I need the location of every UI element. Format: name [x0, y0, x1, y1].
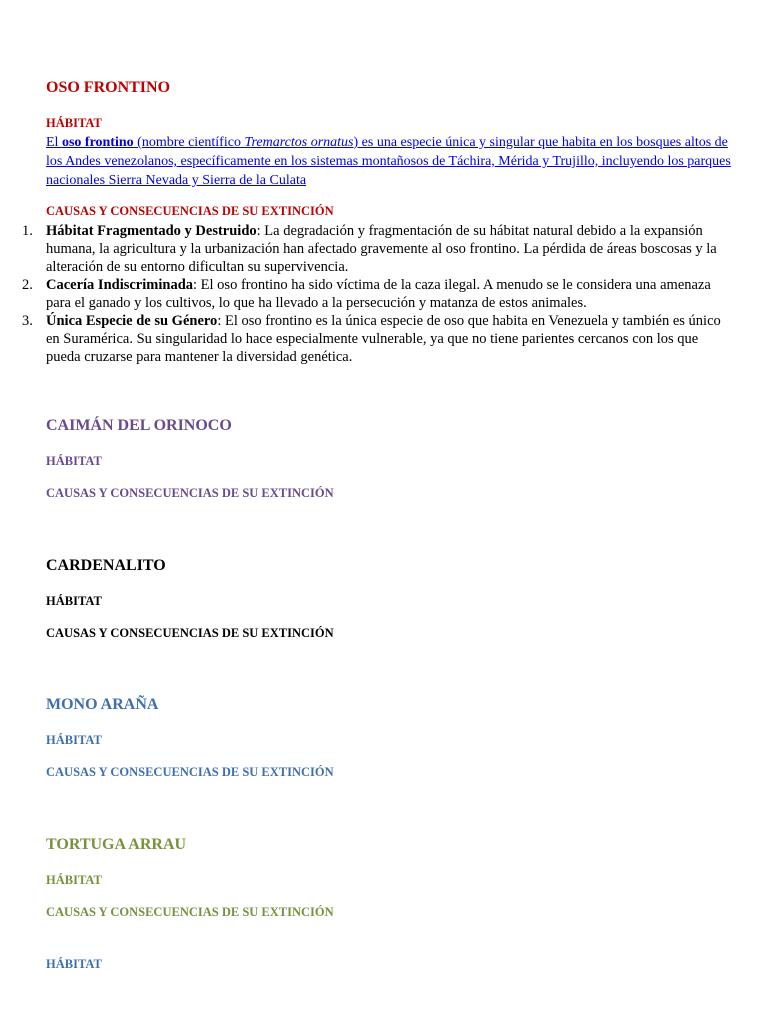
causes-heading-oso: CAUSAS Y CONSECUENCIAS DE SU EXTINCIÓN [46, 204, 334, 218]
habitat-heading-tortuga: HÁBITAT [46, 873, 102, 887]
section-title-mono-arana: MONO ARAÑA [46, 696, 159, 713]
section-title-caiman: CAIMÁN DEL ORINOCO [46, 417, 232, 434]
causes-list [22, 222, 726, 366]
list-item-term: Única Especie de su Género [46, 313, 218, 329]
list-item-number: 2. [22, 277, 33, 293]
oso-intro-link[interactable] [46, 135, 731, 188]
intro-description: ) es una especie única y singular que habita en los bosques altos de los Andes venezolanos, específicamente en los sistemas montañosos de Táchira, Mérida y Trujillo, incluyendo los parques nacionales Sierra Nevada y Sierra de la Culata [46, 135, 731, 188]
list-item-text: : El oso frontino es la única especie de oso que habita en Venezuela y también es único en Suramérica. Su singularidad lo hace especialmente vulnerable, ya que no tiene parientes cercanos con los que pueda cruzarse para mantener la diversidad genética. [46, 313, 721, 365]
list-item-text: : La degradación y fragmentación de su hábitat natural debido a la expansión humana, la agricultura y la urbanización han afectado gravemente al oso frontino. La pérdida de áreas boscosas y la alteración de su entorno dificultan su supervivencia. [46, 223, 717, 275]
list-item-term: Hábitat Fragmentado y Destruido [46, 223, 257, 239]
habitat-heading-oso: HÁBITAT [46, 116, 102, 130]
habitat-heading-extra: HÁBITAT [46, 957, 102, 971]
habitat-heading-caiman: HÁBITAT [46, 454, 102, 468]
intro-scientific-name: Tremarctos ornatus [244, 135, 354, 150]
list-item-text: : El oso frontino ha sido víctima de la caza ilegal. A menudo se le considera una amenaza para el ganado y los cultivos, lo que ha llevado a la persecución y matanza de estos animales. [46, 277, 711, 311]
intro-species-name: oso frontino [61, 135, 134, 150]
causes-heading-caiman: CAUSAS Y CONSECUENCIAS DE SU EXTINCIÓN [46, 486, 334, 500]
causes-heading-cardenalito: CAUSAS Y CONSECUENCIAS DE SU EXTINCIÓN [46, 626, 334, 640]
list-item-number: 1. [22, 223, 33, 239]
list-item-number: 3. [22, 313, 33, 329]
causes-heading-tortuga: CAUSAS Y CONSECUENCIAS DE SU EXTINCIÓN [46, 905, 334, 919]
list-item-term: Cacería Indiscriminada [46, 277, 194, 293]
list-item [22, 312, 726, 366]
section-title-oso-frontino: OSO FRONTINO [46, 79, 171, 96]
oso-intro-paragraph [46, 133, 736, 190]
list-item [22, 222, 726, 276]
section-title-tortuga-arrau: TORTUGA ARRAU [46, 836, 187, 853]
intro-article: El [46, 135, 62, 150]
habitat-heading-mono: HÁBITAT [46, 733, 102, 747]
causes-heading-mono: CAUSAS Y CONSECUENCIAS DE SU EXTINCIÓN [46, 765, 334, 779]
habitat-heading-cardenalito: HÁBITAT [46, 594, 102, 608]
section-title-cardenalito: CARDENALITO [46, 557, 166, 574]
list-item [22, 276, 726, 312]
intro-pre-scientific: (nombre científico [133, 135, 245, 150]
